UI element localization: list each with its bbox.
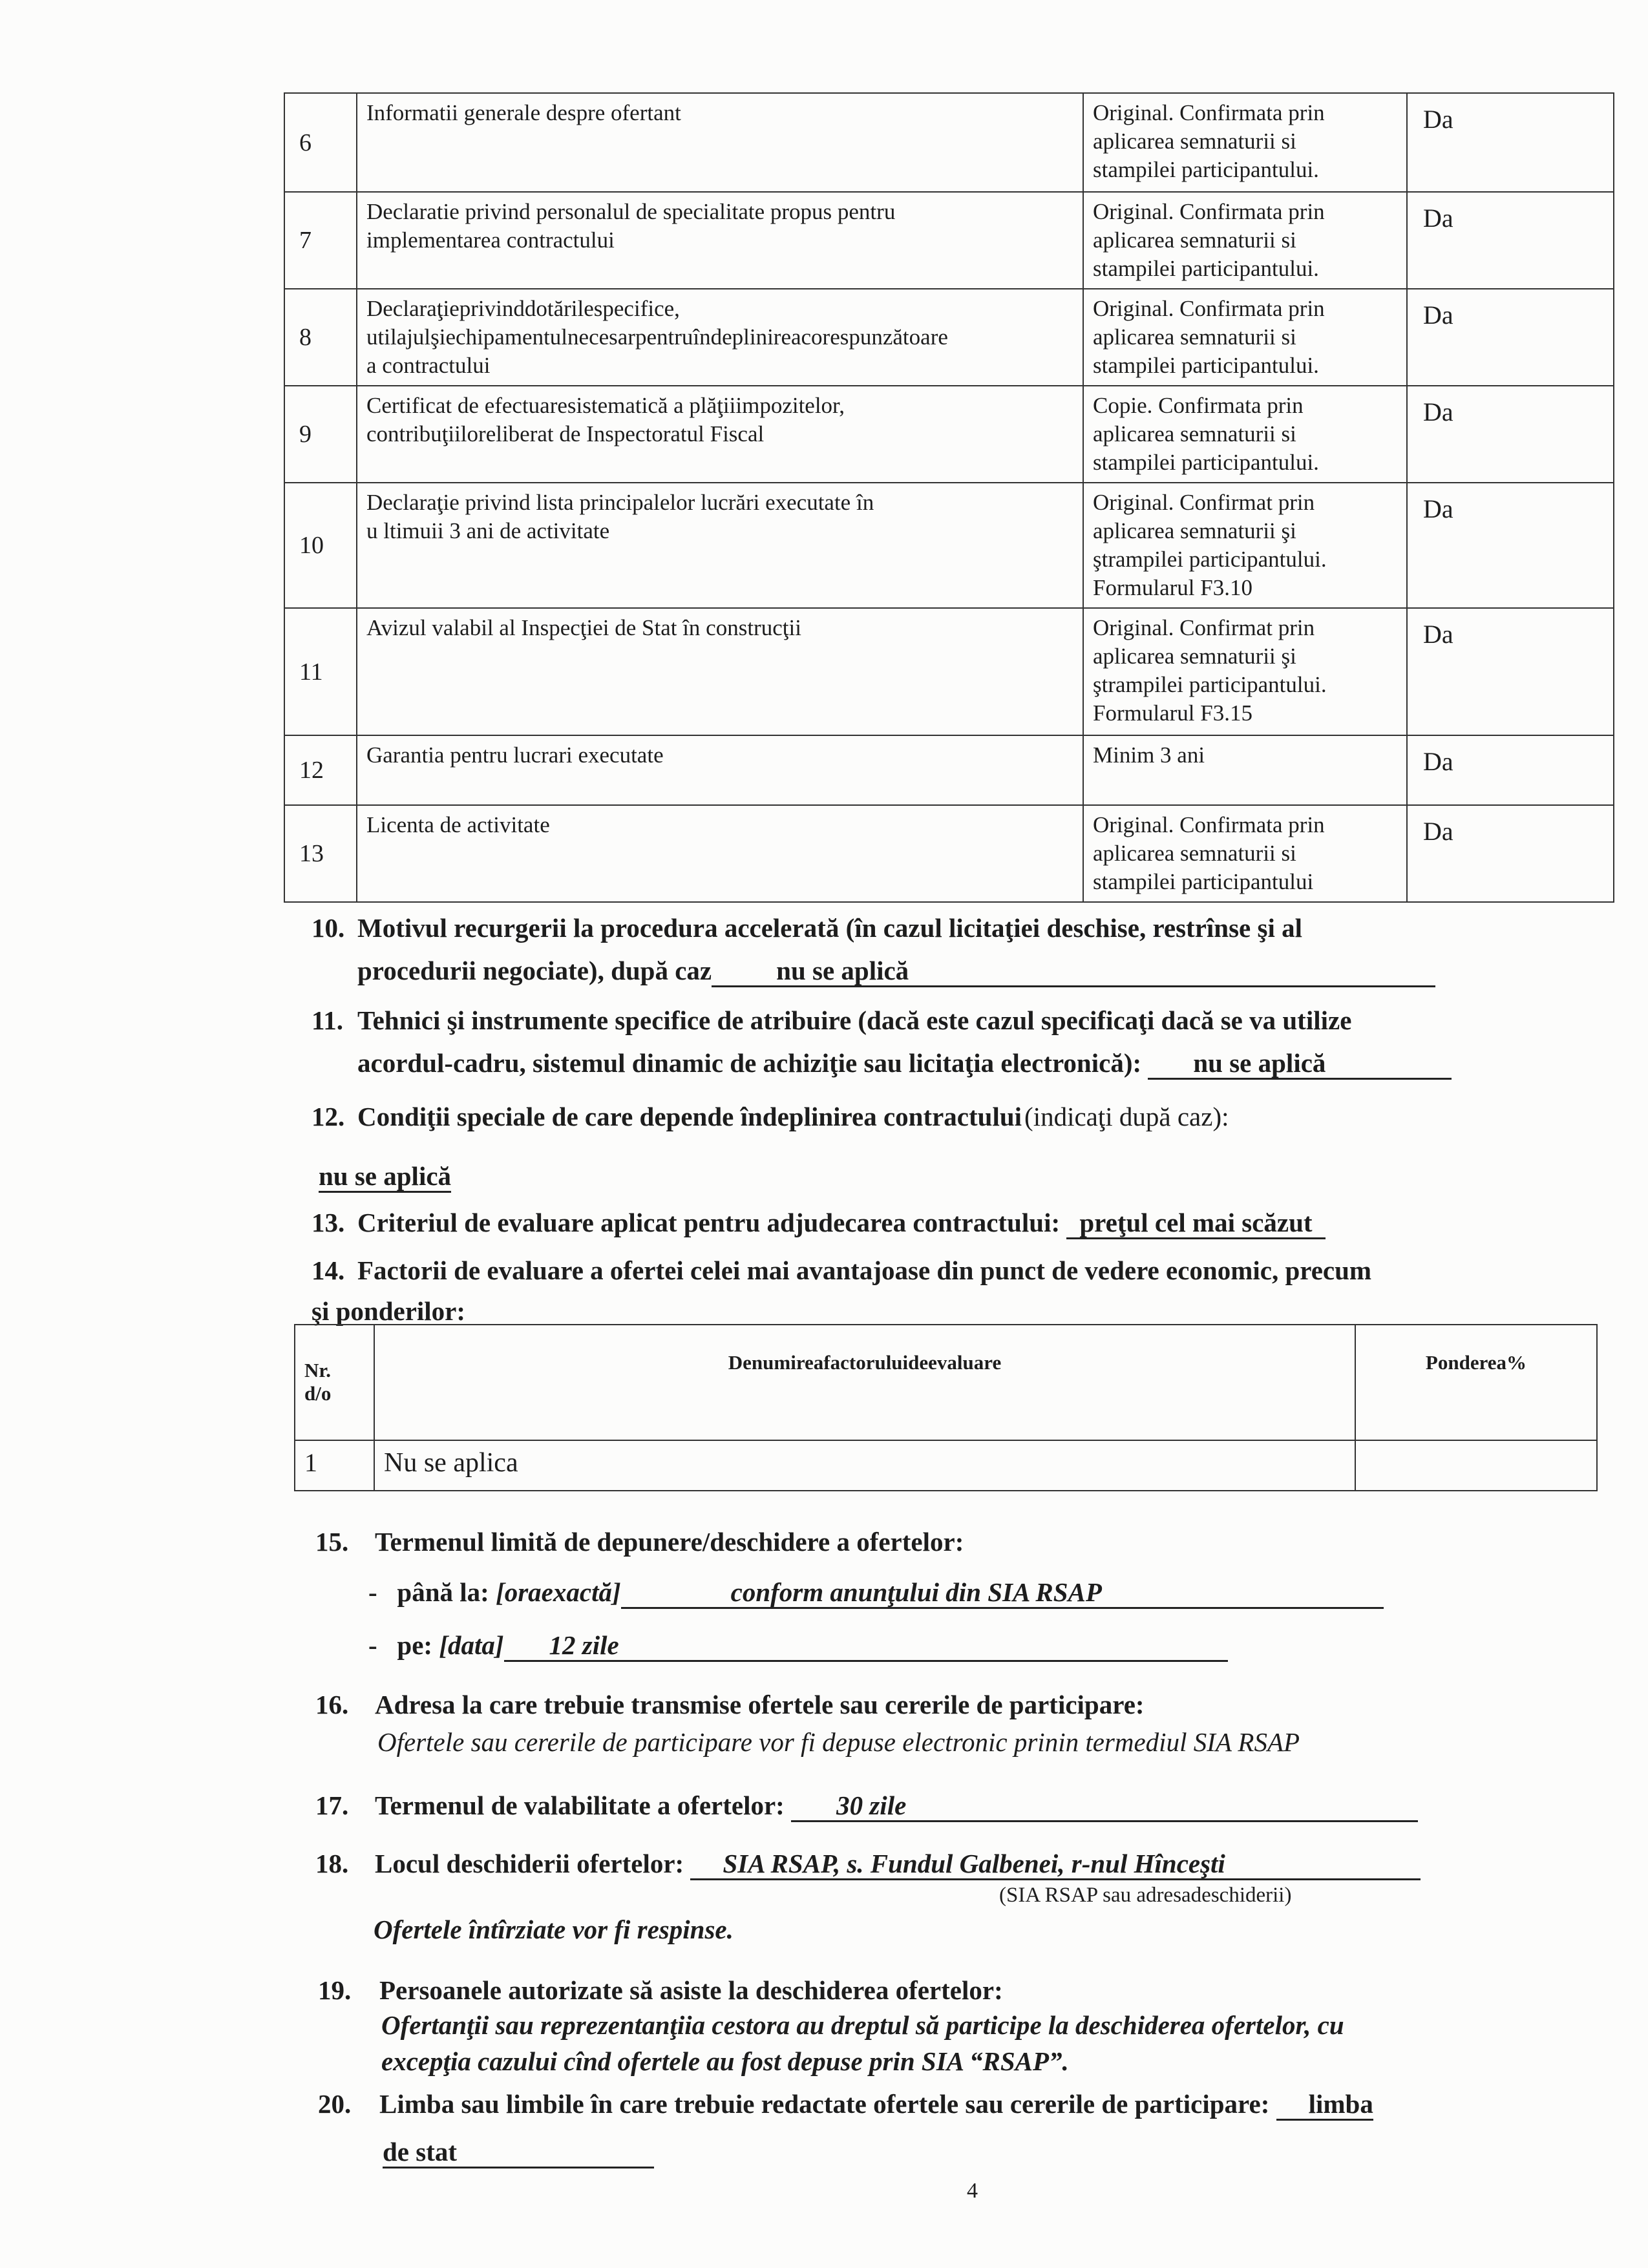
section-16-answer: Ofertele sau cererile de participare vor fi depuse electronic prinin termediul SIA RSAP bbox=[377, 1727, 1300, 1757]
cell-description: Certificat de efectuaresistematică a plăţiiimpozitelor, contribuţiiloreliberat de Inspectoratul Fiscal bbox=[357, 386, 1083, 483]
section-13-answer: preţul cel mai scăzut bbox=[1066, 1208, 1325, 1239]
section-20-answer-cont: de stat bbox=[383, 2136, 654, 2168]
table-row bbox=[284, 192, 1614, 289]
cell-document-type: Original. Confirmat prin aplicarea semnaturii şi ştrampilei participantului. Formularul F3.10 bbox=[1083, 483, 1407, 608]
cell-description: Declaratie privind personalul de specialitate propus pentru implementarea contractului bbox=[357, 192, 1083, 289]
section-15-on: - pe: [data] 12 zile bbox=[368, 1630, 1228, 1662]
section-11-answer: nu se aplică bbox=[1148, 1048, 1452, 1080]
table-row bbox=[295, 1440, 1597, 1491]
section-16-title: Adresa la care trebuie transmise ofertele sau cererile de participare: bbox=[375, 1690, 1145, 1719]
section-12-answer: nu se aplică bbox=[319, 1160, 451, 1193]
cell-required: Da bbox=[1407, 735, 1614, 805]
cell-nr: 6 bbox=[284, 93, 357, 192]
cell-required: Da bbox=[1407, 386, 1614, 483]
cell-nr: 8 bbox=[284, 289, 357, 386]
cell-document-type: Original. Confirmata prin aplicarea semnaturii si stampilei participantului. bbox=[1083, 192, 1407, 289]
table-row bbox=[284, 608, 1614, 735]
cell-nr: 1 bbox=[295, 1440, 374, 1491]
section-11-title-cont: acordul-cadru, sistemul dinamic de achiziţie sau licitaţia electronică): nu se aplică bbox=[357, 1047, 1452, 1080]
cell-nr: 10 bbox=[284, 483, 357, 608]
section-13-number: 13. bbox=[312, 1208, 345, 1237]
cell-nr: 12 bbox=[284, 735, 357, 805]
section-15-title: Termenul limită de depunere/deschidere a ofertelor: bbox=[375, 1527, 964, 1557]
header-factor-name: Denumireafactoruluideevaluare bbox=[374, 1325, 1355, 1440]
cell-document-type: Original. Confirmat prin aplicarea semnaturii şi ştrampilei participantului. Formularul F3.15 bbox=[1083, 608, 1407, 735]
cell-required: Da bbox=[1407, 289, 1614, 386]
section-20-answer: limba bbox=[1276, 2089, 1373, 2121]
section-11-number: 11. bbox=[312, 1005, 343, 1035]
cell-required: Da bbox=[1407, 805, 1614, 902]
cell-nr: 11 bbox=[284, 608, 357, 735]
section-19-line1: Ofertanţii sau reprezentanţiia cestora au dreptul să participe la deschiderea ofertelor, cu bbox=[381, 2010, 1344, 2040]
table-row bbox=[284, 93, 1614, 192]
section-10-answer: nu se aplică bbox=[712, 956, 1435, 987]
section-18-answer: SIA RSAP, s. Fundul Galbenei, r-nul Hînceşti bbox=[690, 1849, 1421, 1880]
cell-description: Declaraţieprivinddotărilespecifice, utilajulşiechipamentulnecesarpentruîndeplinireacorespunzătoare a contractului bbox=[357, 289, 1083, 386]
cell-description: Garantia pentru lucrari executate bbox=[357, 735, 1083, 805]
cell-required: Da bbox=[1407, 192, 1614, 289]
cell-required: Da bbox=[1407, 608, 1614, 735]
section-18-hint: (SIA RSAP sau adresadeschiderii) bbox=[999, 1884, 1292, 1907]
table-row bbox=[284, 735, 1614, 805]
section-19-number: 19. bbox=[318, 1975, 352, 2005]
table-row bbox=[284, 483, 1614, 608]
cell-description: Informatii generale despre ofertant bbox=[357, 93, 1083, 192]
section-10-number: 10. bbox=[312, 913, 345, 943]
section-18-number: 18. bbox=[315, 1849, 349, 1878]
table-row bbox=[284, 805, 1614, 902]
cell-document-type: Copie. Confirmata prin aplicarea semnaturii si stampilei participantului. bbox=[1083, 386, 1407, 483]
section-17-title: Termenul de valabilitate a ofertelor: 30 zile bbox=[375, 1790, 1418, 1822]
documents-table bbox=[284, 92, 1614, 903]
cell-document-type: Original. Confirmata prin aplicarea semnaturii si stampilei participantului. bbox=[1083, 289, 1407, 386]
section-10-title-cont: procedurii negociate), după caz nu se aplică bbox=[357, 955, 1435, 987]
section-13-title: Criteriul de evaluare aplicat pentru adjudecarea contractului: preţul cel mai scăzut bbox=[357, 1207, 1326, 1239]
header-weight: Ponderea% bbox=[1355, 1325, 1597, 1440]
cell-nr: 13 bbox=[284, 805, 357, 902]
section-14-title: Factorii de evaluare a ofertei celei mai avantajoase din punct de vedere economic, precum bbox=[357, 1255, 1372, 1285]
evaluation-factors-table bbox=[294, 1324, 1598, 1491]
section-17-answer: 30 zile bbox=[791, 1790, 1418, 1822]
section-14-number: 14. bbox=[312, 1255, 345, 1285]
page-number: 4 bbox=[967, 2179, 978, 2203]
cell-description: Licenta de activitate bbox=[357, 805, 1083, 902]
header-nr: Nr. d/o bbox=[295, 1325, 374, 1440]
cell-nr: 9 bbox=[284, 386, 357, 483]
cell-factor-name: Nu se aplica bbox=[374, 1440, 1355, 1491]
section-12-number: 12. bbox=[312, 1102, 345, 1131]
section-15-number: 15. bbox=[315, 1527, 349, 1557]
until-answer: conform anunţului din SIA RSAP bbox=[621, 1577, 1384, 1609]
cell-description: Avizul valabil al Inspecţiei de Stat în construcţii bbox=[357, 608, 1083, 735]
cell-required: Da bbox=[1407, 93, 1614, 192]
section-14-title-cont: şi ponderilor: bbox=[312, 1296, 466, 1326]
table-row bbox=[284, 289, 1614, 386]
section-16-number: 16. bbox=[315, 1690, 349, 1719]
cell-description: Declaraţie privind lista principalelor lucrări executate în u ltimuii 3 ani de activitate bbox=[357, 483, 1083, 608]
section-19-title: Persoanele autorizate să asiste la deschiderea ofertelor: bbox=[379, 1975, 1003, 2005]
section-11-title: Tehnici şi instrumente specifice de atribuire (dacă este cazul specificaţi dacă se va utilize bbox=[357, 1005, 1352, 1035]
section-19-line2: excepţia cazului cînd ofertele au fost depuse prin SIA “RSAP”. bbox=[381, 2046, 1069, 2076]
table-row bbox=[284, 386, 1614, 483]
section-20-number: 20. bbox=[318, 2089, 352, 2119]
section-18-title: Locul deschiderii ofertelor: SIA RSAP, s. Fundul Galbenei, r-nul Hînceşti bbox=[375, 1848, 1421, 1880]
cell-document-type: Original. Confirmata prin aplicarea semnaturii si stampilei participantului. bbox=[1083, 93, 1407, 192]
cell-document-type: Minim 3 ani bbox=[1083, 735, 1407, 805]
on-answer: 12 zile bbox=[504, 1630, 1228, 1662]
cell-weight bbox=[1355, 1440, 1597, 1491]
section-17-number: 17. bbox=[315, 1790, 349, 1820]
section-12-title: Condiţii speciale de care depende îndeplinirea contractului (indicaţi după caz): bbox=[357, 1102, 1229, 1131]
section-10-title: Motivul recurgerii la procedura accelerată (în cazul licitaţiei deschise, restrînse şi al bbox=[357, 913, 1302, 943]
section-18-late-note: Ofertele întîrziate vor fi respinse. bbox=[374, 1915, 734, 1944]
section-15-until: - până la: [oraexactă] conform anunţului din SIA RSAP bbox=[368, 1577, 1384, 1609]
cell-document-type: Original. Confirmata prin aplicarea semnaturii si stampilei participantului bbox=[1083, 805, 1407, 902]
cell-nr: 7 bbox=[284, 192, 357, 289]
section-20-title: Limba sau limbile în care trebuie redactate ofertele sau cererile de participare: limba bbox=[379, 2088, 1373, 2121]
cell-required: Da bbox=[1407, 483, 1614, 608]
